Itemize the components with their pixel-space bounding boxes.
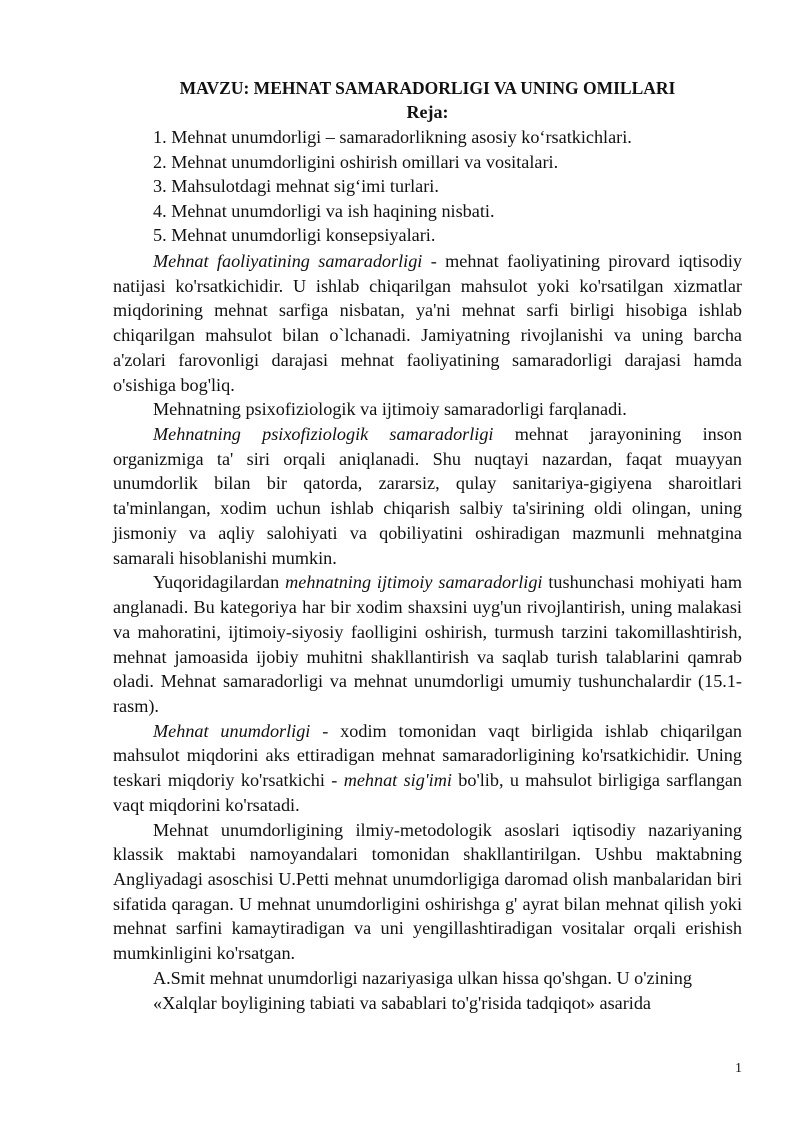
paragraph-text: Yuqoridagilardan [153,572,286,593]
body-text [113,249,742,1015]
paragraph-text: Mehnat unumdorligining ilmiy-metodologik asoslari iqtisodiy nazariyaning klassik maktabi namoyandalari tomonidan shakllantirilgan. Ushbu maktabning Angliyadagi asoschisi U.Petti mehnat unumdorligiga daromad olish manbalaridan biri sifatida qaragan. U mehnat unumdorligini oshirishga g' ayrat bilan mehnat qilish yoki mehnat sarfini kamaytiradigan va uni yengillashtiradigan vositalar orqali erishish mumkinligini ko'rsatgan. [113,819,742,964]
paragraph-efficiency-types [113,397,742,422]
paragraph-text: bo'lib, u mahsulot birligiga sarflangan vaqt miqdorini ko'rsatadi. [113,770,743,815]
page-number: 1 [735,1061,742,1076]
paragraph-text: - mehnat faoliyatining pirovard iqtisodiy natijasi ko'rsatkichidir. U ishlab chiqarilgan mahsulot yoki ko'rsatilgan xizmatlar miqdorining mehnat sarfiga nisbatan, ya'ni mehnat sarfi birligi hisobiga ishlab chiqarilgan mahsulot bilan o`lchanadi. Jamiyatning rivojlanishi va uning barcha a'zolari farovonligi darajasi mehnat faoliyatining samaradorligi darajasi hamda o'sishiga bog'liq. [113,251,742,395]
term-social-efficiency: mehnatning ijtimoiy samaradorligi [285,572,543,593]
paragraph-psychophysiological [113,422,742,570]
paragraph-text: A.Smit mehnat unumdorligi nazariyasiga ulkan hissa qo'shgan. U o'zining [153,967,692,988]
term-labor-efficiency: Mehnat faoliyatining samaradorligi [153,251,423,271]
paragraph-text: - xodim tomonidan vaqt birligida ishlab chiqarilgan mahsulot miqdorini aks ettiradigan mehnat samaradorligining ko'rsatkichidir. Uning teskari miqdoriy ko'rsatkichi - [113,720,742,791]
paragraph-text: «Xalqlar boyligining tabiati va sabablari to'g'risida tadqiqot» asarida [153,992,651,1013]
term-psychophysiological-efficiency: Mehnatning psixofiziologik samaradorligi [153,424,494,445]
paragraph-text: tushunchasi mohiyati ham anglanadi. Bu kategoriya har bir xodim shaxsini uyg'un rivojlantirish, uning malakasi va mahoratini, ijtimoiy-siyosiy faolligini oshirish, turmush tarzini takomillashtirish, mehnat jamoasida ijobiy muhitni shakllantirish va saqlab turish talablarini qamrab oladi. Mehnat samaradorligi va mehnat unumdorligi umumiy tushunchalardir (15.1-rasm). [113,572,742,716]
paragraph-smith [113,966,742,991]
paragraph-methodology [113,818,742,966]
plan-list [153,125,632,248]
plan-item: 5. Mehnat unumdorligi konsepsiyalari. [153,225,436,246]
page-title: MAVZU: MEHNAT SAMARADORLIGI VA UNING OMILLARI [179,78,676,98]
paragraph-labor-efficiency [113,249,742,397]
term-labor-productivity: Mehnat unumdorligi [153,720,311,741]
plan-item: 3. Mahsulotdagi mehnat sig‘imi turlari. [153,176,439,197]
term-labor-intensity: mehnat sig'imi [343,770,452,791]
plan-item: 4. Mehnat unumdorligi va ish haqining nisbati. [153,200,495,221]
paragraph-wealth-of-nations [113,991,742,1016]
paragraph-social-efficiency [113,570,742,718]
paragraph-text: mehnat jarayonining inson organizmiga ta' siri orqali aniqlanadi. Shu nuqtayi nazardan, faqat muayyan unumdorlik bilan bir qatorda, zararsiz, qulay sanitariya-gigiyena sharoitlari ta'minlangan, xodim uchun ishlab chiqarish salbiy ta'sirining oldi olingan, uning jismoniy va aqliy salohiyati va qobiliyatini oshiradigan mazmunli mehnatgina samarali hisoblanishi mumkin. [113,424,742,568]
plan-item: 1. Mehnat unumdorligi – samaradorlikning asosiy ko‘rsatkichlari. [153,127,632,147]
plan-item: 2. Mehnat unumdorligini oshirish omillari va vositalari. [153,151,559,172]
paragraph-labor-productivity [113,719,742,818]
plan-heading: Reja: [406,102,449,122]
paragraph-text: Mehnatning psixofiziologik va ijtimoiy samaradorligi farqlanadi. [153,399,627,420]
